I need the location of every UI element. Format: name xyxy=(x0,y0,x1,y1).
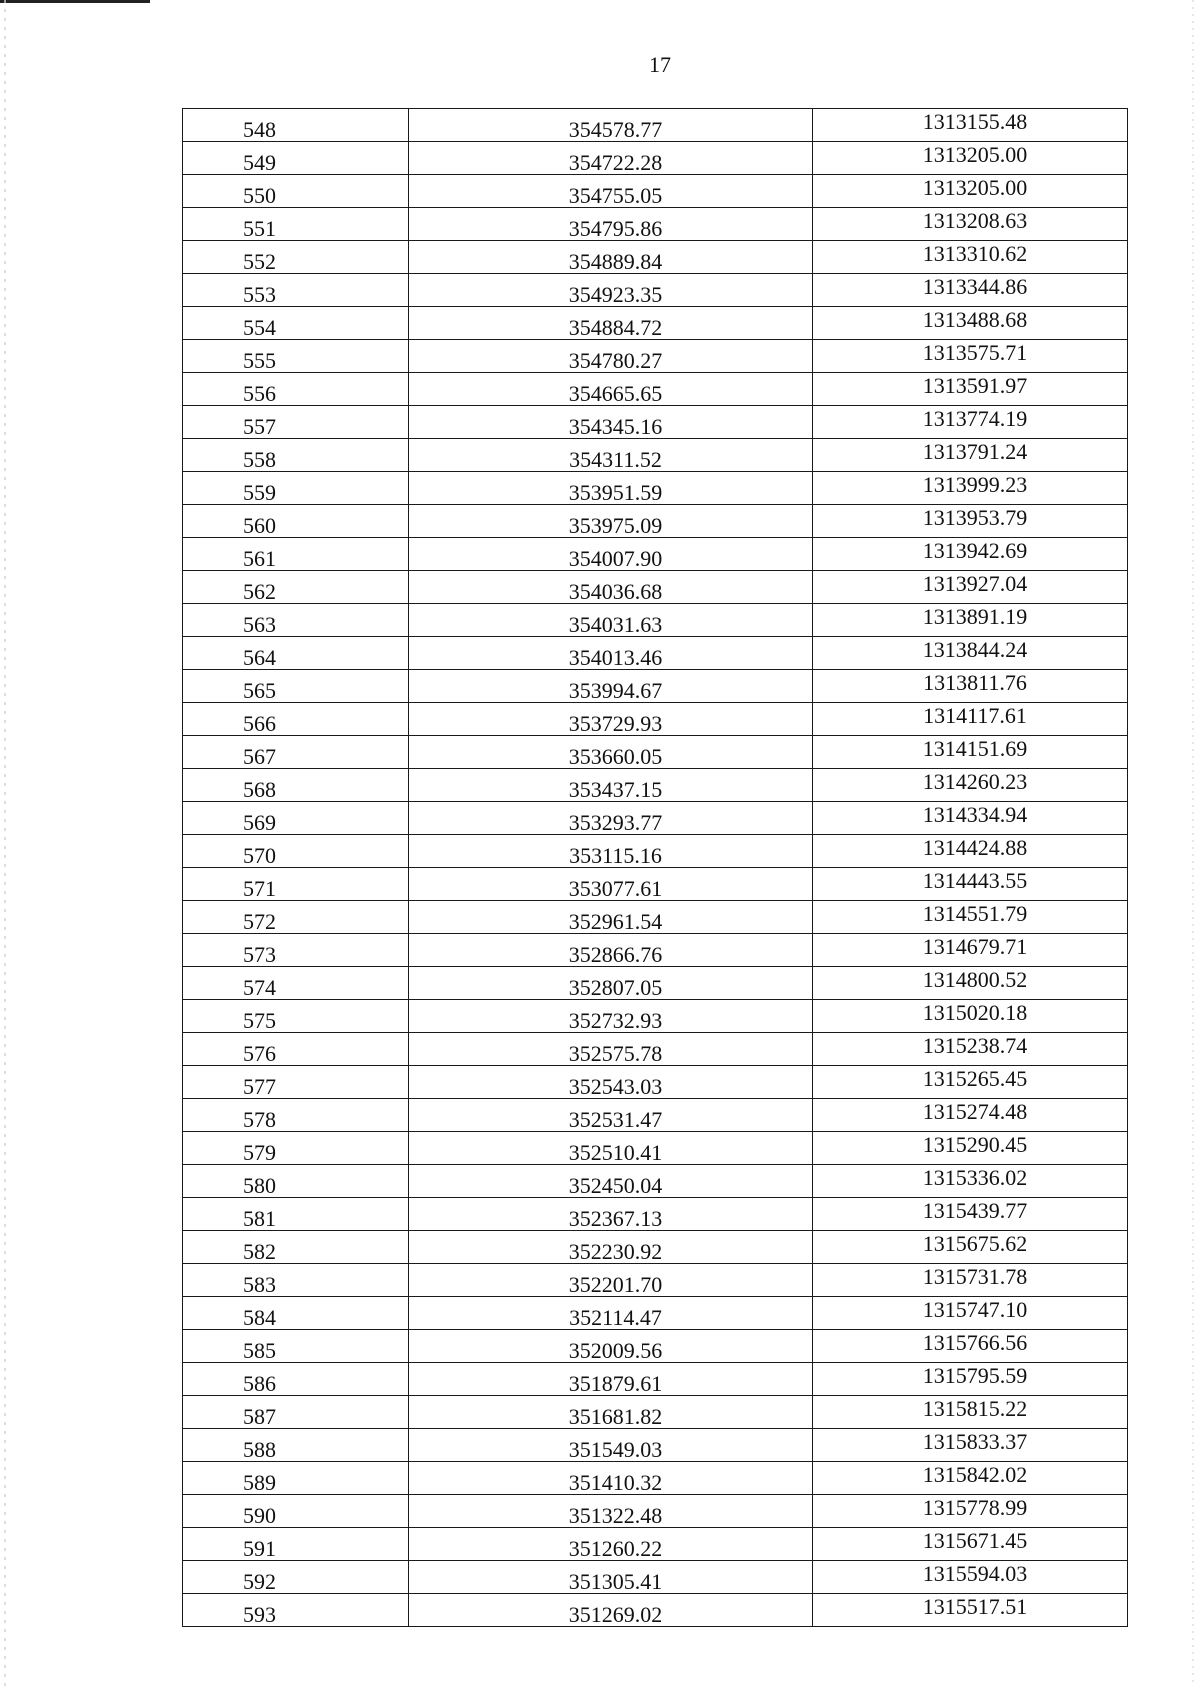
y-coordinate-cell: 1314443.55 xyxy=(813,868,1128,901)
x-coordinate-cell: 352543.03 xyxy=(409,1066,813,1099)
point-number-cell: 548 xyxy=(183,109,409,142)
table-row xyxy=(183,1330,1128,1363)
point-number-cell: 565 xyxy=(183,670,409,703)
x-coordinate-cell: 352961.54 xyxy=(409,901,813,934)
y-coordinate-cell: 1313953.79 xyxy=(813,505,1128,538)
y-coordinate-cell: 1315675.62 xyxy=(813,1231,1128,1264)
coordinate-table xyxy=(182,108,1128,1627)
point-number-cell: 577 xyxy=(183,1066,409,1099)
x-coordinate-cell: 354722.28 xyxy=(409,142,813,175)
y-coordinate-cell: 1313575.71 xyxy=(813,340,1128,373)
y-coordinate-cell: 1315020.18 xyxy=(813,1000,1128,1033)
y-coordinate-cell: 1313205.00 xyxy=(813,175,1128,208)
y-coordinate-cell: 1313844.24 xyxy=(813,637,1128,670)
x-coordinate-cell: 354923.35 xyxy=(409,274,813,307)
x-coordinate-cell: 352866.76 xyxy=(409,934,813,967)
table-row xyxy=(183,505,1128,538)
point-number-cell: 588 xyxy=(183,1429,409,1462)
x-coordinate-cell: 353975.09 xyxy=(409,505,813,538)
y-coordinate-cell: 1315795.59 xyxy=(813,1363,1128,1396)
point-number-cell: 554 xyxy=(183,307,409,340)
y-coordinate-cell: 1313791.24 xyxy=(813,439,1128,472)
table-row xyxy=(183,637,1128,670)
x-coordinate-cell: 353660.05 xyxy=(409,736,813,769)
table-row xyxy=(183,1528,1128,1561)
table-row xyxy=(183,703,1128,736)
point-number-cell: 573 xyxy=(183,934,409,967)
point-number-cell: 584 xyxy=(183,1297,409,1330)
point-number-cell: 590 xyxy=(183,1495,409,1528)
table-row xyxy=(183,1363,1128,1396)
x-coordinate-cell: 353437.15 xyxy=(409,769,813,802)
x-coordinate-cell: 354007.90 xyxy=(409,538,813,571)
point-number-cell: 576 xyxy=(183,1033,409,1066)
y-coordinate-cell: 1313999.23 xyxy=(813,472,1128,505)
point-number-cell: 560 xyxy=(183,505,409,538)
table-row xyxy=(183,472,1128,505)
scan-right-edge xyxy=(1192,0,1194,1686)
y-coordinate-cell: 1315815.22 xyxy=(813,1396,1128,1429)
y-coordinate-cell: 1314551.79 xyxy=(813,901,1128,934)
point-number-cell: 592 xyxy=(183,1561,409,1594)
table-row xyxy=(183,142,1128,175)
point-number-cell: 563 xyxy=(183,604,409,637)
x-coordinate-cell: 354755.05 xyxy=(409,175,813,208)
point-number-cell: 555 xyxy=(183,340,409,373)
x-coordinate-cell: 354345.16 xyxy=(409,406,813,439)
table-row xyxy=(183,1066,1128,1099)
x-coordinate-cell: 352114.47 xyxy=(409,1297,813,1330)
x-coordinate-cell: 354889.84 xyxy=(409,241,813,274)
x-coordinate-cell: 351305.41 xyxy=(409,1561,813,1594)
table-row xyxy=(183,406,1128,439)
table-row xyxy=(183,274,1128,307)
y-coordinate-cell: 1314151.69 xyxy=(813,736,1128,769)
table-row xyxy=(183,802,1128,835)
y-coordinate-cell: 1315671.45 xyxy=(813,1528,1128,1561)
point-number-cell: 556 xyxy=(183,373,409,406)
point-number-cell: 585 xyxy=(183,1330,409,1363)
table-row xyxy=(183,1165,1128,1198)
x-coordinate-cell: 354780.27 xyxy=(409,340,813,373)
y-coordinate-cell: 1315731.78 xyxy=(813,1264,1128,1297)
y-coordinate-cell: 1313891.19 xyxy=(813,604,1128,637)
y-coordinate-cell: 1315833.37 xyxy=(813,1429,1128,1462)
point-number-cell: 587 xyxy=(183,1396,409,1429)
table-row xyxy=(183,208,1128,241)
table-row xyxy=(183,1033,1128,1066)
x-coordinate-cell: 352201.70 xyxy=(409,1264,813,1297)
x-coordinate-cell: 351549.03 xyxy=(409,1429,813,1462)
x-coordinate-cell: 354311.52 xyxy=(409,439,813,472)
table-row xyxy=(183,736,1128,769)
scan-left-edge xyxy=(4,0,6,1686)
point-number-cell: 583 xyxy=(183,1264,409,1297)
x-coordinate-cell: 353729.93 xyxy=(409,703,813,736)
x-coordinate-cell: 353115.16 xyxy=(409,835,813,868)
point-number-cell: 578 xyxy=(183,1099,409,1132)
table-row xyxy=(183,868,1128,901)
y-coordinate-cell: 1315336.02 xyxy=(813,1165,1128,1198)
x-coordinate-cell: 353951.59 xyxy=(409,472,813,505)
table-row xyxy=(183,1231,1128,1264)
table-row xyxy=(183,835,1128,868)
point-number-cell: 552 xyxy=(183,241,409,274)
point-number-cell: 562 xyxy=(183,571,409,604)
y-coordinate-cell: 1313591.97 xyxy=(813,373,1128,406)
point-number-cell: 571 xyxy=(183,868,409,901)
point-number-cell: 591 xyxy=(183,1528,409,1561)
x-coordinate-cell: 351879.61 xyxy=(409,1363,813,1396)
point-number-cell: 589 xyxy=(183,1462,409,1495)
y-coordinate-cell: 1314800.52 xyxy=(813,967,1128,1000)
x-coordinate-cell: 354036.68 xyxy=(409,571,813,604)
table-row xyxy=(183,538,1128,571)
x-coordinate-cell: 352450.04 xyxy=(409,1165,813,1198)
table-row xyxy=(183,571,1128,604)
point-number-cell: 558 xyxy=(183,439,409,472)
table-row xyxy=(183,934,1128,967)
y-coordinate-cell: 1313208.63 xyxy=(813,208,1128,241)
x-coordinate-cell: 351410.32 xyxy=(409,1462,813,1495)
table-row xyxy=(183,967,1128,1000)
table-row xyxy=(183,1198,1128,1231)
x-coordinate-cell: 354884.72 xyxy=(409,307,813,340)
x-coordinate-cell: 353994.67 xyxy=(409,670,813,703)
x-coordinate-cell: 354795.86 xyxy=(409,208,813,241)
point-number-cell: 580 xyxy=(183,1165,409,1198)
point-number-cell: 593 xyxy=(183,1594,409,1627)
point-number-cell: 574 xyxy=(183,967,409,1000)
point-number-cell: 579 xyxy=(183,1132,409,1165)
table-row xyxy=(183,175,1128,208)
table-row xyxy=(183,439,1128,472)
point-number-cell: 582 xyxy=(183,1231,409,1264)
x-coordinate-cell: 352575.78 xyxy=(409,1033,813,1066)
y-coordinate-cell: 1313488.68 xyxy=(813,307,1128,340)
y-coordinate-cell: 1313811.76 xyxy=(813,670,1128,703)
table-row xyxy=(183,1297,1128,1330)
x-coordinate-cell: 353293.77 xyxy=(409,802,813,835)
table-row xyxy=(183,901,1128,934)
table-row xyxy=(183,373,1128,406)
table-row xyxy=(183,340,1128,373)
y-coordinate-cell: 1315594.03 xyxy=(813,1561,1128,1594)
table-row xyxy=(183,307,1128,340)
point-number-cell: 561 xyxy=(183,538,409,571)
y-coordinate-cell: 1313927.04 xyxy=(813,571,1128,604)
y-coordinate-cell: 1315274.48 xyxy=(813,1099,1128,1132)
y-coordinate-cell: 1315265.45 xyxy=(813,1066,1128,1099)
y-coordinate-cell: 1314117.61 xyxy=(813,703,1128,736)
table-row xyxy=(183,1462,1128,1495)
y-coordinate-cell: 1313205.00 xyxy=(813,142,1128,175)
table-row xyxy=(183,1594,1128,1627)
y-coordinate-cell: 1314679.71 xyxy=(813,934,1128,967)
table-row xyxy=(183,1396,1128,1429)
table-row xyxy=(183,670,1128,703)
y-coordinate-cell: 1315238.74 xyxy=(813,1033,1128,1066)
x-coordinate-cell: 352367.13 xyxy=(409,1198,813,1231)
point-number-cell: 564 xyxy=(183,637,409,670)
y-coordinate-cell: 1315517.51 xyxy=(813,1594,1128,1627)
point-number-cell: 575 xyxy=(183,1000,409,1033)
y-coordinate-cell: 1315842.02 xyxy=(813,1462,1128,1495)
table-row xyxy=(183,1099,1128,1132)
y-coordinate-cell: 1314424.88 xyxy=(813,835,1128,868)
point-number-cell: 553 xyxy=(183,274,409,307)
point-number-cell: 550 xyxy=(183,175,409,208)
point-number-cell: 551 xyxy=(183,208,409,241)
x-coordinate-cell: 354578.77 xyxy=(409,109,813,142)
table-row xyxy=(183,1264,1128,1297)
x-coordinate-cell: 354031.63 xyxy=(409,604,813,637)
x-coordinate-cell: 352732.93 xyxy=(409,1000,813,1033)
y-coordinate-cell: 1314260.23 xyxy=(813,769,1128,802)
y-coordinate-cell: 1314334.94 xyxy=(813,802,1128,835)
table-row xyxy=(183,604,1128,637)
y-coordinate-cell: 1315747.10 xyxy=(813,1297,1128,1330)
y-coordinate-cell: 1313344.86 xyxy=(813,274,1128,307)
y-coordinate-cell: 1313155.48 xyxy=(813,109,1128,142)
y-coordinate-cell: 1313774.19 xyxy=(813,406,1128,439)
x-coordinate-cell: 354665.65 xyxy=(409,373,813,406)
y-coordinate-cell: 1315778.99 xyxy=(813,1495,1128,1528)
point-number-cell: 557 xyxy=(183,406,409,439)
table-row xyxy=(183,241,1128,274)
x-coordinate-cell: 352531.47 xyxy=(409,1099,813,1132)
table-row xyxy=(183,1495,1128,1528)
x-coordinate-cell: 354013.46 xyxy=(409,637,813,670)
coordinate-table-body xyxy=(183,109,1128,1627)
table-row xyxy=(183,109,1128,142)
point-number-cell: 549 xyxy=(183,142,409,175)
x-coordinate-cell: 351260.22 xyxy=(409,1528,813,1561)
table-row xyxy=(183,1132,1128,1165)
x-coordinate-cell: 351322.48 xyxy=(409,1495,813,1528)
point-number-cell: 581 xyxy=(183,1198,409,1231)
point-number-cell: 569 xyxy=(183,802,409,835)
table-row xyxy=(183,1000,1128,1033)
x-coordinate-cell: 352009.56 xyxy=(409,1330,813,1363)
point-number-cell: 559 xyxy=(183,472,409,505)
point-number-cell: 586 xyxy=(183,1363,409,1396)
scan-edge-mark xyxy=(0,0,150,3)
page-number: 17 xyxy=(649,52,671,77)
point-number-cell: 566 xyxy=(183,703,409,736)
x-coordinate-cell: 351681.82 xyxy=(409,1396,813,1429)
point-number-cell: 572 xyxy=(183,901,409,934)
table-row xyxy=(183,1561,1128,1594)
y-coordinate-cell: 1313942.69 xyxy=(813,538,1128,571)
y-coordinate-cell: 1315766.56 xyxy=(813,1330,1128,1363)
table-row xyxy=(183,1429,1128,1462)
point-number-cell: 570 xyxy=(183,835,409,868)
x-coordinate-cell: 352807.05 xyxy=(409,967,813,1000)
x-coordinate-cell: 353077.61 xyxy=(409,868,813,901)
x-coordinate-cell: 352230.92 xyxy=(409,1231,813,1264)
y-coordinate-cell: 1315439.77 xyxy=(813,1198,1128,1231)
point-number-cell: 568 xyxy=(183,769,409,802)
x-coordinate-cell: 351269.02 xyxy=(409,1594,813,1627)
y-coordinate-cell: 1313310.62 xyxy=(813,241,1128,274)
point-number-cell: 567 xyxy=(183,736,409,769)
table-row xyxy=(183,769,1128,802)
x-coordinate-cell: 352510.41 xyxy=(409,1132,813,1165)
y-coordinate-cell: 1315290.45 xyxy=(813,1132,1128,1165)
